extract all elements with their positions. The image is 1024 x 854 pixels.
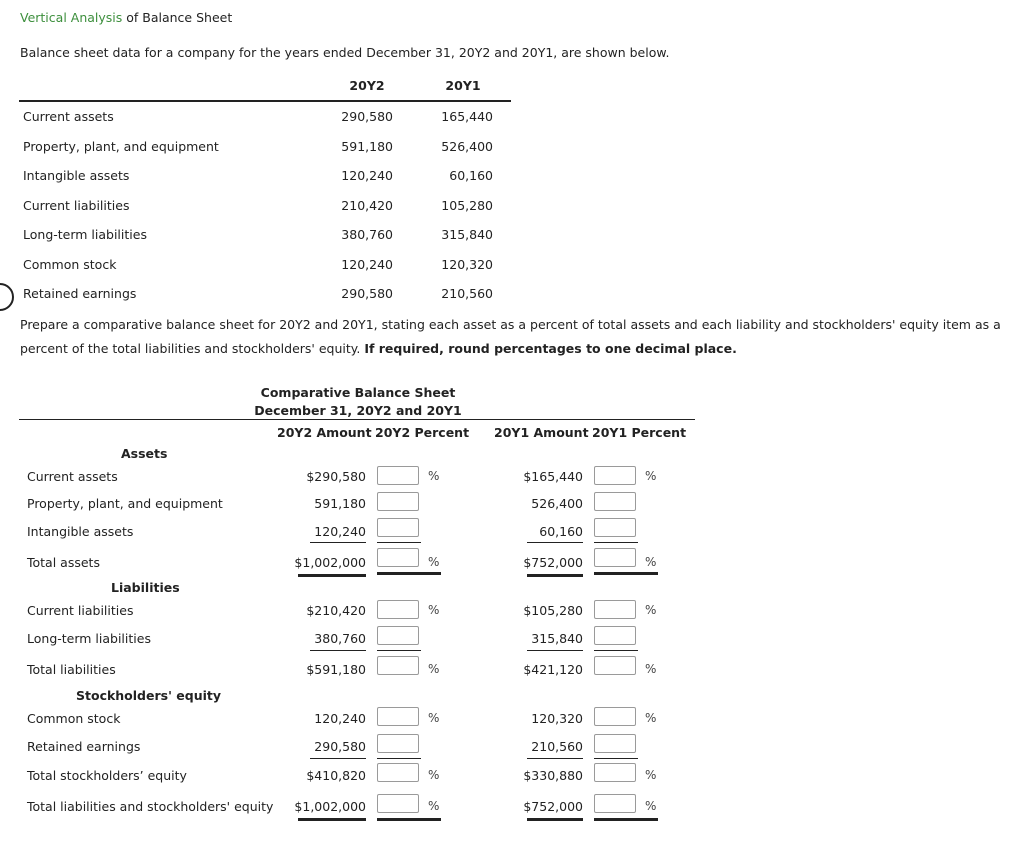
percent-input-20y1[interactable] [594, 656, 636, 675]
percent-symbol: % [428, 768, 440, 782]
percent-symbol: % [645, 469, 657, 483]
amount-20y1: $421,120 [523, 662, 583, 677]
percent-input-20y1[interactable] [594, 518, 636, 537]
subtotal-rule [310, 650, 366, 651]
title-link[interactable]: Vertical Analysis [20, 10, 123, 25]
instructions [20, 313, 1010, 361]
intro-text: Balance sheet data for a company for the years ended December 31, 20Y2 and 20Y1, are shown below. [20, 45, 670, 60]
amount-20y2: $591,180 [306, 662, 366, 677]
comparative-row-label: Total liabilities [27, 662, 116, 677]
amount-20y1: 315,840 [531, 631, 583, 646]
comparative-row-label: Total liabilities and stockholders' equity [27, 799, 274, 814]
amount-20y1: 210,560 [531, 739, 583, 754]
data-row-20y2: 120,240 [341, 257, 393, 272]
data-row-label: Retained earnings [23, 286, 137, 301]
amount-20y2: $1,002,000 [294, 555, 366, 570]
subtotal-rule [377, 542, 421, 543]
col-header-20y1-amount: 20Y1 Amount [494, 425, 589, 440]
amount-20y2: 120,240 [314, 524, 366, 539]
percent-input-20y2[interactable] [377, 492, 419, 511]
percent-input-20y1[interactable] [594, 466, 636, 485]
comparative-row-label: Common stock [27, 711, 121, 726]
amount-20y1: $752,000 [523, 799, 583, 814]
total-double-rule [377, 572, 441, 575]
percent-input-20y1[interactable] [594, 600, 636, 619]
col-header-20y2-percent: 20Y2 Percent [375, 425, 470, 440]
percent-input-20y2[interactable] [377, 763, 419, 782]
amount-20y2: $1,002,000 [294, 799, 366, 814]
data-row-20y2: 210,420 [341, 198, 393, 213]
data-row-20y1: 165,440 [441, 109, 493, 124]
percent-input-20y1[interactable] [594, 492, 636, 511]
amount-20y1: $105,280 [523, 603, 583, 618]
percent-input-20y2[interactable] [377, 707, 419, 726]
comparative-subtitle: December 31, 20Y2 and 20Y1 [254, 403, 462, 418]
data-row-label: Current assets [23, 109, 114, 124]
data-header-rule [19, 100, 511, 102]
percent-symbol: % [428, 469, 440, 483]
percent-input-20y2[interactable] [377, 600, 419, 619]
data-row-20y2: 120,240 [341, 168, 393, 183]
data-row-20y2: 591,180 [341, 139, 393, 154]
amount-20y1: 526,400 [531, 496, 583, 511]
data-row-label: Common stock [23, 257, 117, 272]
percent-input-20y1[interactable] [594, 707, 636, 726]
instructions-text: Prepare a comparative balance sheet for 20Y2 and 20Y1, stating each asset as a percent of total assets and each liability and stockholders' equity item as a percent of the total liabilities and stockholders' equity. [20, 317, 1001, 356]
total-double-rule [594, 572, 658, 575]
percent-input-20y1[interactable] [594, 734, 636, 753]
total-double-rule [527, 574, 583, 577]
subtotal-rule [527, 650, 583, 651]
percent-input-20y1[interactable] [594, 548, 636, 567]
data-row-20y1: 60,160 [449, 168, 493, 183]
total-double-rule [377, 818, 441, 821]
data-row-20y1: 120,320 [441, 257, 493, 272]
section-liabilities: Liabilities [111, 580, 180, 595]
side-marker-circle [0, 283, 14, 311]
percent-symbol: % [645, 711, 657, 725]
percent-symbol: % [645, 603, 657, 617]
percent-symbol: % [428, 603, 440, 617]
subtotal-rule [594, 542, 638, 543]
data-row-20y2: 290,580 [341, 286, 393, 301]
total-double-rule [527, 818, 583, 821]
amount-20y1: $752,000 [523, 555, 583, 570]
comparative-row-label: Current liabilities [27, 603, 134, 618]
data-row-20y1: 315,840 [441, 227, 493, 242]
percent-input-20y2[interactable] [377, 794, 419, 813]
comparative-row-label: Total assets [27, 555, 100, 570]
percent-symbol: % [428, 799, 440, 813]
data-row-20y2: 380,760 [341, 227, 393, 242]
amount-20y2: 290,580 [314, 739, 366, 754]
percent-symbol: % [428, 662, 440, 676]
comparative-row-label: Long-term liabilities [27, 631, 151, 646]
comparative-header-rule [19, 419, 695, 420]
instructions-bold: If required, round percentages to one decimal place. [364, 341, 737, 356]
total-double-rule [298, 574, 366, 577]
total-double-rule [594, 818, 658, 821]
subtotal-rule [527, 542, 583, 543]
percent-input-20y2[interactable] [377, 626, 419, 645]
data-row-label: Current liabilities [23, 198, 130, 213]
data-row-20y1: 526,400 [441, 139, 493, 154]
comparative-row-label: Retained earnings [27, 739, 141, 754]
percent-symbol: % [645, 662, 657, 676]
comparative-row-label: Current assets [27, 469, 118, 484]
amount-20y1: 60,160 [539, 524, 583, 539]
percent-input-20y2[interactable] [377, 466, 419, 485]
amount-20y1: 120,320 [531, 711, 583, 726]
percent-symbol: % [645, 768, 657, 782]
section-stockholders-equity: Stockholders' equity [76, 688, 222, 703]
amount-20y2: $290,580 [306, 469, 366, 484]
col-header-20y1-percent: 20Y1 Percent [592, 425, 687, 440]
comparative-row-label: Property, plant, and equipment [27, 496, 223, 511]
percent-symbol: % [645, 799, 657, 813]
data-col-header-20y2: 20Y2 [349, 78, 385, 93]
comparative-row-label: Total stockholders’ equity [27, 768, 187, 783]
section-assets: Assets [121, 446, 168, 461]
subtotal-rule [594, 758, 638, 759]
data-row-label: Long-term liabilities [23, 227, 147, 242]
subtotal-rule [310, 758, 366, 759]
percent-input-20y1[interactable] [594, 626, 636, 645]
amount-20y2: $410,820 [306, 768, 366, 783]
subtotal-rule [377, 650, 421, 651]
data-row-20y1: 210,560 [441, 286, 493, 301]
subtotal-rule [527, 758, 583, 759]
percent-input-20y2[interactable] [377, 518, 419, 537]
col-header-20y2-amount: 20Y2 Amount [277, 425, 372, 440]
amount-20y1: $330,880 [523, 768, 583, 783]
data-row-20y2: 290,580 [341, 109, 393, 124]
percent-symbol: % [645, 555, 657, 569]
amount-20y2: 380,760 [314, 631, 366, 646]
subtotal-rule [594, 650, 638, 651]
subtotal-rule [310, 542, 366, 543]
percent-input-20y1[interactable] [594, 794, 636, 813]
title-rest: of Balance Sheet [126, 10, 233, 25]
percent-input-20y2[interactable] [377, 734, 419, 753]
percent-input-20y2[interactable] [377, 548, 419, 567]
percent-input-20y1[interactable] [594, 763, 636, 782]
page-title [20, 10, 232, 25]
percent-input-20y2[interactable] [377, 656, 419, 675]
amount-20y2: 591,180 [314, 496, 366, 511]
total-double-rule [298, 818, 366, 821]
subtotal-rule [377, 758, 421, 759]
amount-20y2: $210,420 [306, 603, 366, 618]
data-row-label: Intangible assets [23, 168, 130, 183]
data-col-header-20y1: 20Y1 [445, 78, 481, 93]
amount-20y1: $165,440 [523, 469, 583, 484]
amount-20y2: 120,240 [314, 711, 366, 726]
data-row-label: Property, plant, and equipment [23, 139, 219, 154]
data-row-20y1: 105,280 [441, 198, 493, 213]
percent-symbol: % [428, 711, 440, 725]
percent-symbol: % [428, 555, 440, 569]
comparative-title: Comparative Balance Sheet [260, 385, 456, 400]
comparative-row-label: Intangible assets [27, 524, 134, 539]
